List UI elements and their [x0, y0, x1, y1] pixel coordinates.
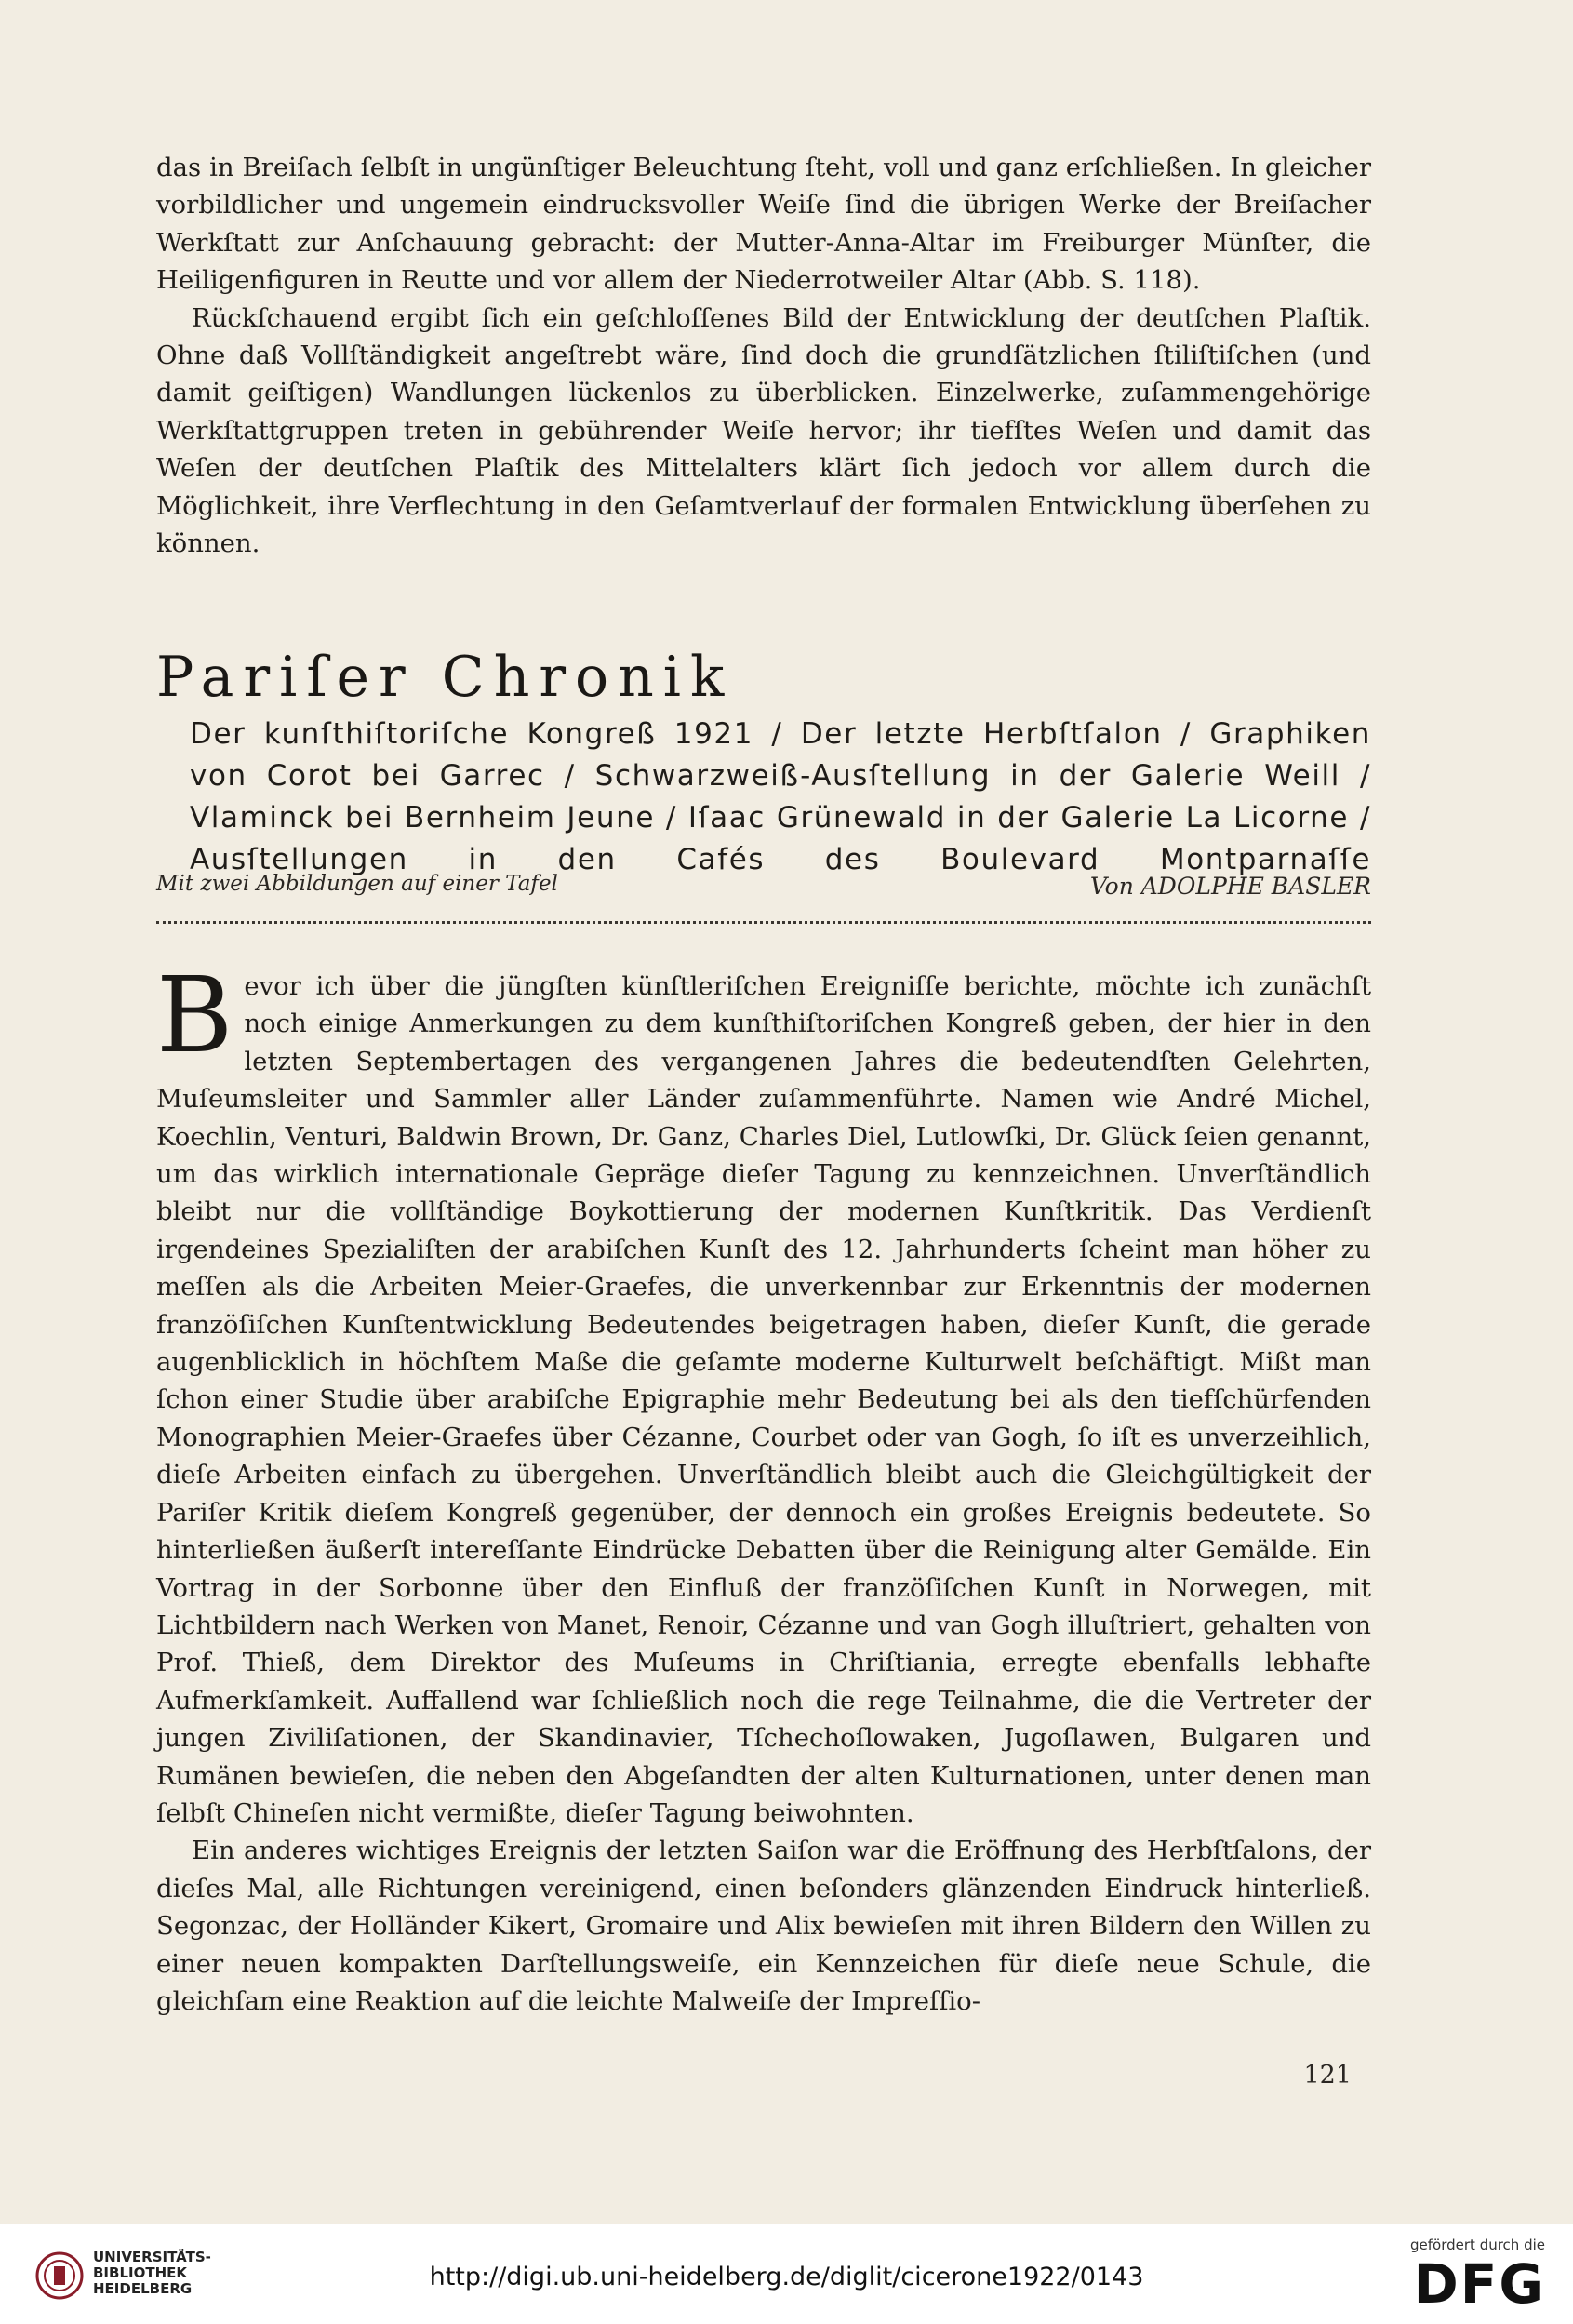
- article-body: [156, 955, 1371, 2020]
- paragraph-first: evor ich über die jüngſten künſtleriſchen Ereigniſſe berichte, möchte ich zunächſt noch einige Anmerkungen zu dem kunſthiſtoriſchen Kongreß geben, der hier in den letzten Septembertagen des vergangenen Jahres die bedeutendſten Gelehrten, Muſeumsleiter und Sammler aller Länder zuſammenführte. Namen wie André Michel, Koechlin, Venturi, Baldwin Brown, Dr. Ganz, Charles Diel, Lutlowſki, Dr. Glück ſeien genannt, um das wirklich internationale Gepräge dieſer Tagung zu kennzeichnen. Unverſtändlich bleibt nur die vollſtändige Boykottierung der modernen Kunſtkritik. Das Verdienſt irgendeines Spezialiſten der arabiſchen Kunſt des 12. Jahrhunderts ſcheint man höher zu meſſen als die Arbeiten Meier-Graefes, die unverkennbar zur Erkenntnis der modernen franzöſiſchen Kunſtentwicklung Bedeutendes beigetragen haben, dieſer Kunſt, die gerade augenblicklich in höchſtem Maße die geſamte moderne Kulturwelt beſchäftigt. Mißt man ſchon einer Studie über arabiſche Epigraphie mehr Bedeutung bei als den tiefſchürfenden Monographien Meier-Graefes über Cézanne, Courbet oder van Gogh, ſo iſt es unverzeihlich, dieſe Arbeiten einfach zu übergehen. Unverſtändlich bleibt auch die Gleichgültigkeit der Pariſer Kritik dieſem Kongreß gegenüber, der dennoch ein großes Ereignis bedeutete. So hinterließen äußerſt intereſſante Eindrücke Debatten über die Reinigung alter Gemälde. Ein Vortrag in der Sorbonne über den Einfluß der franzöſiſchen Kunſt in Norwegen, mit Lichtbildern nach Werken von Manet, Renoir, Cézanne und van Gogh illuſtriert, gehalten von Prof. Thieß, dem Direktor des Muſeums in Chriſtiania, erregte ebenfalls lebhafte Aufmerkſamkeit. Auffallend war ſchließlich noch die rege Teilnahme, die die Vertreter der jungen Ziviliſationen, der Skandinavier, Tſchechoſlowaken, Jugoſlawen, Bulgaren und Rumänen bewieſen, die neben den Abgeſandten der alten Kulturnationen, unter denen man ſelbſt Chineſen nicht vermißte, dieſer Tagung beiwohnten.: [156, 971, 1371, 1828]
- source-url-link[interactable]: http://digi.ub.uni-heidelberg.de/diglit/cicerone1922/0143: [429, 2263, 1144, 2291]
- paragraph-continuation: das in Breiſach ſelbſt in ungünſtiger Beleuchtung ſteht, voll und ganz erſchließen. In gleicher vorbildlicher und ungemein eindrucksvoller Weiſe ſind die übrigen Werke der Breiſacher Werkſtatt zur Anſchauung gebracht: der Mutter-Anna-Altar im Freiburger Münſter, die Heiligenfiguren in Reutte und vor allem der Niederrotweiler Altar (Abb. S. 118).: [156, 153, 1371, 296]
- funded-by-label: gefördert durch die: [1410, 2237, 1545, 2253]
- page-number: 121: [1303, 2061, 1352, 2090]
- article-heading: Pariſer Chronik: [156, 645, 734, 710]
- paragraph-second: Ein anderes wichtiges Ereignis der letzten Saiſon war die Eröffnung des Herbſtſalons, der dieſes Mal, alle Richtungen vereinigend, einen beſonders glänzenden Eindruck hinterließ. Segonzac, der Holländer Kikert, Gromaire und Alix bewieſen mit ihren Bildern den Willen zu einer neuen kompakten Darſtellungsweiſe, ein Kennzeichen für dieſe neue Schule, die gleichſam eine Reaktion auf die leichte Malweiſe der Impreſſio-: [156, 1836, 1371, 2016]
- illustration-note: Mit zwei Abbildungen auf einer Tafel: [156, 872, 558, 896]
- dotted-divider: [156, 921, 1371, 928]
- institution-name: UNIVERSITÄTS- BIBLIOTHEK HEIDELBERG: [93, 2249, 211, 2297]
- dfg-logo: DFG: [1413, 2252, 1545, 2316]
- paragraph-summary: Rückſchauend ergibt ſich ein geſchloſſenes Bild der Entwicklung der deutſchen Plaſtik. Ohne daß Vollſtändigkeit angeſtrebt wäre, ſind doch die grundſätzlichen ſtiliſtiſchen (und damit geiſtigen) Wandlungen lückenlos zu überblicken. Einzelwerke, zuſammengehörige Werkſtattgruppen treten in gebührender Weiſe hervor; ihr tiefſtes Weſen und damit das Weſen der deutſchen Plaſtik des Mittelalters klärt ſich jedoch vor allem durch die Möglichkeit, ihre Verflechtung in den Geſamtverlauf der formalen Entwicklung überſehen zu können.: [156, 302, 1371, 559]
- drop-cap: B: [156, 955, 233, 1076]
- author-byline: Von ADOLPHE BASLER: [1089, 873, 1371, 900]
- top-text-block: [156, 149, 1371, 562]
- article-subtitle: Der kunſthiſtoriſche Kongreß 1921 / Der letzte Herbſtſalon / Graphiken von Corot bei Garrec / Schwarzweiß-Ausſtellung in der Galerie Weill / Vlaminck bei Bernheim Jeune / Iſaac Grünewald in der Galerie La Licorne / Ausſtellungen in den Cafés des Boulevard Montparnaſſe: [190, 717, 1371, 876]
